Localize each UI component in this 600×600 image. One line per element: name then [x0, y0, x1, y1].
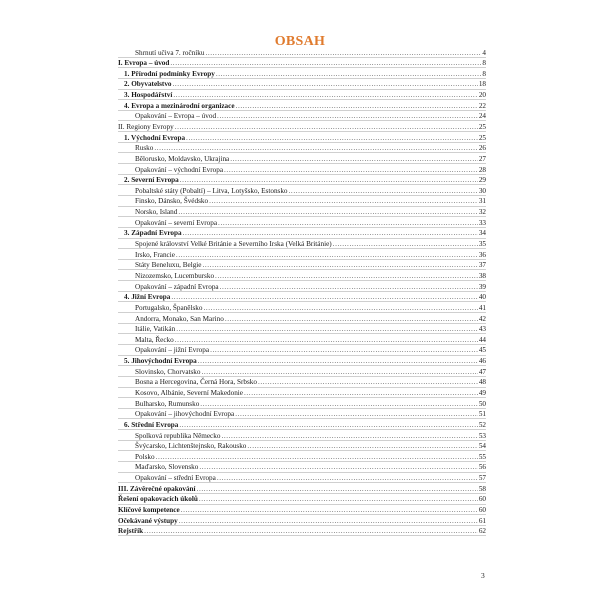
toc-leader-dots — [179, 421, 477, 429]
toc-entry-title: II. Regiony Evropy — [118, 122, 174, 131]
toc-entry — [118, 388, 486, 398]
toc-row — [118, 345, 486, 356]
toc-entry-title: Irsko, Francie — [135, 250, 175, 259]
toc-leader-dots — [171, 293, 477, 301]
toc-entry-title: Bulharsko, Rumunsko — [135, 399, 200, 408]
toc-entry — [118, 217, 486, 227]
toc-entry-title: Švýcarsko, Lichtenštejnsko, Rakousko — [135, 442, 247, 451]
toc-entry-page: 45 — [478, 346, 486, 355]
toc-entry — [118, 164, 486, 174]
toc-entry — [118, 260, 486, 270]
page-number: 3 — [481, 571, 485, 580]
toc-entry-page: 25 — [478, 122, 486, 131]
toc-row — [118, 515, 486, 526]
toc-entry-title: Nizozemsko, Lucembursko — [135, 271, 215, 280]
toc-row — [118, 334, 486, 345]
toc-entry-title: Malta, Řecko — [135, 335, 174, 344]
toc-entry-page: 55 — [478, 452, 486, 461]
toc-entry — [118, 419, 486, 429]
toc-entry-title: III. Závěrečné opakování — [118, 484, 196, 493]
toc-row — [118, 483, 486, 494]
toc-leader-dots — [173, 80, 478, 88]
toc-entry-title: Očekávané výstupy — [118, 516, 178, 525]
toc-entry — [118, 515, 486, 525]
toc-entry — [118, 281, 486, 291]
toc-entry-title: Polsko — [135, 452, 155, 461]
toc-row — [118, 239, 486, 250]
toc-leader-dots — [176, 325, 478, 333]
toc-row — [118, 175, 486, 186]
toc-leader-dots — [199, 495, 478, 503]
toc-entry — [118, 302, 486, 312]
toc-row — [118, 526, 486, 537]
toc-entry — [118, 441, 486, 451]
toc-leader-dots — [202, 261, 477, 269]
toc-entry-page: 43 — [478, 325, 486, 334]
toc-row — [118, 121, 486, 132]
toc-entry — [118, 430, 486, 440]
toc-entry-page: 58 — [478, 484, 486, 493]
toc-entry-page: 46 — [478, 357, 486, 366]
toc-row — [118, 451, 486, 462]
toc-entry — [118, 121, 486, 131]
toc-leader-dots — [200, 400, 478, 408]
toc-leader-dots — [199, 463, 477, 471]
toc-row — [118, 260, 486, 271]
toc-entry — [118, 377, 486, 387]
toc-leader-dots — [198, 357, 478, 365]
toc-entry — [118, 90, 486, 100]
toc-entry — [118, 366, 486, 376]
toc-leader-dots — [244, 389, 478, 397]
toc-entry-title: 3. Západní Evropa — [124, 229, 182, 238]
toc-leader-dots — [216, 70, 482, 78]
table-of-contents — [118, 47, 486, 536]
toc-entry-title: Opakování – západní Evropa — [135, 282, 219, 291]
page-title: OBSAH — [274, 34, 326, 49]
toc-leader-dots — [217, 474, 478, 482]
toc-leader-dots — [205, 49, 481, 57]
toc-entry — [118, 68, 486, 78]
toc-leader-dots — [203, 304, 477, 312]
toc-row — [118, 217, 486, 228]
toc-entry-title: 1. Východní Evropa — [124, 133, 186, 142]
toc-leader-dots — [178, 208, 477, 216]
toc-row — [118, 398, 486, 409]
toc-leader-dots — [202, 368, 478, 376]
toc-entry — [118, 451, 486, 461]
toc-leader-dots — [333, 240, 478, 248]
toc-row — [118, 100, 486, 111]
toc-entry-title: 5. Jihovýchodní Evropa — [124, 357, 197, 366]
toc-entry-page: 22 — [478, 101, 486, 110]
toc-entry-page: 33 — [478, 218, 486, 227]
toc-entry-page: 47 — [478, 367, 486, 376]
toc-entry-page: 24 — [478, 112, 486, 121]
toc-entry — [118, 292, 486, 302]
toc-entry-title: Kosovo, Albánie, Severní Makedonie — [135, 389, 243, 397]
toc-leader-dots — [247, 442, 477, 450]
toc-row — [118, 419, 486, 430]
toc-entry-title: Klíčové kompetence — [118, 506, 180, 515]
toc-entry-page: 53 — [478, 431, 486, 440]
toc-row — [118, 356, 486, 367]
toc-leader-dots — [224, 166, 478, 174]
toc-row — [118, 79, 486, 90]
toc-entry-page: 60 — [478, 506, 486, 515]
toc-leader-dots — [230, 155, 478, 163]
toc-entry-title: Bělorusko, Moldavsko, Ukrajina — [135, 154, 230, 163]
toc-entry-page: 36 — [478, 250, 486, 259]
toc-entry — [118, 505, 486, 515]
toc-entry-title: Spojené království Velké Británie a Severního Irska (Velká Británie) — [135, 240, 332, 249]
toc-entry-title: Opakování – jihovýchodní Evropa — [135, 410, 235, 419]
toc-leader-dots — [221, 432, 477, 440]
toc-entry-page: 50 — [478, 399, 486, 408]
toc-entry — [118, 143, 486, 153]
toc-entry — [118, 207, 486, 217]
toc-leader-dots — [258, 378, 478, 386]
toc-entry-page: 25 — [478, 133, 486, 142]
toc-row — [118, 313, 486, 324]
toc-leader-dots — [225, 315, 478, 323]
toc-leader-dots — [170, 59, 481, 67]
toc-leader-dots — [144, 527, 478, 535]
toc-entry — [118, 462, 486, 472]
toc-entry-page: 61 — [478, 516, 486, 525]
toc-leader-dots — [236, 102, 478, 110]
toc-entry-page: 51 — [478, 410, 486, 419]
toc-entry — [118, 494, 486, 504]
toc-entry-page: 44 — [478, 335, 486, 344]
toc-entry-title: Maďarsko, Slovensko — [135, 463, 199, 472]
toc-leader-dots — [180, 176, 478, 184]
toc-entry-title: Shrnutí učiva 7. ročníku — [135, 48, 205, 57]
toc-entry — [118, 473, 486, 483]
toc-entry-page: 41 — [478, 303, 486, 312]
toc-row — [118, 196, 486, 207]
toc-entry — [118, 185, 486, 195]
toc-leader-dots — [215, 272, 478, 280]
toc-entry-page: 8 — [482, 69, 486, 78]
toc-entry-title: 1. Přírodní podmínky Evropy — [124, 69, 215, 78]
toc-entry-title: 2. Severní Evropa — [124, 176, 179, 185]
toc-entry-page: 32 — [478, 208, 486, 217]
toc-entry-title: Řešení opakovacích úkolů — [118, 495, 198, 504]
toc-entry-title: Opakování – východní Evropa — [135, 165, 224, 174]
toc-entry-title: I. Evropa – úvod — [118, 59, 170, 68]
toc-entry — [118, 111, 486, 121]
toc-entry-page: 8 — [482, 59, 486, 68]
toc-entry-page: 57 — [478, 474, 486, 483]
toc-row — [118, 366, 486, 377]
toc-row — [118, 249, 486, 260]
toc-entry — [118, 249, 486, 259]
toc-entry-page: 37 — [478, 261, 486, 270]
toc-entry — [118, 239, 486, 249]
toc-entry-page: 39 — [478, 282, 486, 291]
toc-entry-title: 4. Evropa a mezinárodní organizace — [124, 101, 235, 110]
toc-entry-page: 40 — [478, 293, 486, 302]
toc-entry-page: 26 — [478, 144, 486, 153]
toc-entry-title: Opakování – střední Evropa — [135, 474, 216, 483]
toc-entry-title: Rejstřík — [118, 527, 144, 536]
toc-entry — [118, 526, 486, 536]
toc-entry-page: 54 — [478, 442, 486, 451]
toc-entry-page: 35 — [478, 240, 486, 249]
toc-leader-dots — [173, 91, 477, 99]
toc-row — [118, 430, 486, 441]
toc-leader-dots — [176, 251, 478, 259]
toc-leader-dots — [186, 134, 478, 142]
toc-leader-dots — [156, 453, 478, 461]
toc-leader-dots — [197, 485, 478, 493]
toc-entry-page: 18 — [478, 80, 486, 89]
toc-entry-page: 49 — [478, 389, 486, 397]
toc-entry-page: 60 — [478, 495, 486, 504]
toc-row — [118, 494, 486, 505]
toc-leader-dots — [154, 144, 477, 152]
toc-entry — [118, 58, 486, 68]
toc-entry-title: Itálie, Vatikán — [135, 325, 176, 334]
toc-row — [118, 302, 486, 313]
toc-entry-title: 3. Hospodářství — [124, 91, 173, 100]
toc-leader-dots — [217, 112, 478, 120]
toc-entry — [118, 345, 486, 355]
toc-entry-page: 42 — [478, 314, 486, 323]
toc-entry-title: Norsko, Island — [135, 208, 178, 217]
toc-leader-dots — [209, 197, 478, 205]
toc-row — [118, 505, 486, 516]
toc-row — [118, 292, 486, 303]
toc-row — [118, 111, 486, 122]
toc-entry-title: Rusko — [135, 144, 154, 153]
toc-entry — [118, 175, 486, 185]
toc-entry — [118, 334, 486, 344]
toc-row — [118, 228, 486, 239]
toc-entry-title: Bosna a Hercegovina, Černá Hora, Srbsko — [135, 378, 257, 387]
toc-entry-page: 29 — [478, 176, 486, 185]
toc-leader-dots — [210, 346, 478, 354]
toc-entry — [118, 79, 486, 89]
toc-leader-dots — [235, 410, 478, 418]
toc-row — [118, 68, 486, 79]
toc-entry-title: Pobaltské státy (Pobaltí) – Litva, Lotyšsko, Estonsko — [135, 186, 288, 195]
toc-row — [118, 185, 486, 196]
toc-entry-title: Opakování – jižní Evropa — [135, 346, 210, 355]
toc-entry-page: 38 — [478, 271, 486, 280]
toc-entry-title: Slovinsko, Chorvatsko — [135, 367, 201, 376]
toc-row — [118, 377, 486, 388]
toc-entry-title: Opakování – severní Evropa — [135, 218, 218, 227]
toc-entry-page: 4 — [482, 48, 486, 57]
toc-entry-title: Finsko, Dánsko, Švédsko — [135, 197, 209, 206]
toc-row — [118, 281, 486, 292]
toc-entry — [118, 313, 486, 323]
toc-entry-page: 28 — [478, 165, 486, 174]
toc-row — [118, 473, 486, 484]
toc-row — [118, 324, 486, 335]
toc-row — [118, 90, 486, 101]
toc-entry-page: 31 — [478, 197, 486, 206]
toc-entry — [118, 398, 486, 408]
toc-row — [118, 47, 486, 58]
toc-entry — [118, 270, 486, 280]
toc-row — [118, 58, 486, 69]
toc-entry — [118, 228, 486, 238]
toc-leader-dots — [175, 123, 478, 131]
toc-entry-title: Státy Beneluxu, Belgie — [135, 261, 202, 270]
toc-leader-dots — [183, 229, 478, 237]
toc-entry-page: 30 — [478, 186, 486, 195]
toc-row — [118, 462, 486, 473]
toc-entry-page: 20 — [478, 91, 486, 100]
toc-entry-page: 27 — [478, 154, 486, 163]
toc-entry-title: 4. Jižní Evropa — [124, 293, 171, 302]
toc-entry-title: 2. Obyvatelstvo — [124, 80, 172, 89]
toc-entry-title: Portugalsko, Španělsko — [135, 303, 203, 312]
toc-entry — [118, 100, 486, 110]
toc-leader-dots — [179, 517, 478, 525]
toc-entry-page: 56 — [478, 463, 486, 472]
toc-entry-title: Andorra, Monako, San Marino — [135, 314, 224, 323]
toc-row — [118, 132, 486, 143]
toc-entry — [118, 132, 486, 142]
toc-leader-dots — [181, 506, 478, 514]
toc-entry — [118, 196, 486, 206]
toc-leader-dots — [175, 336, 478, 344]
toc-row — [118, 270, 486, 281]
toc-row — [118, 441, 486, 452]
toc-row — [118, 388, 486, 399]
toc-row — [118, 153, 486, 164]
toc-entry — [118, 47, 486, 57]
toc-entry — [118, 409, 486, 419]
toc-entry-page: 62 — [478, 527, 486, 536]
toc-entry-page: 34 — [478, 229, 486, 238]
toc-entry — [118, 153, 486, 163]
toc-entry-page: 52 — [478, 420, 486, 429]
toc-leader-dots — [289, 187, 478, 195]
toc-entry — [118, 483, 486, 493]
toc-leader-dots — [218, 219, 478, 227]
toc-row — [118, 207, 486, 218]
toc-leader-dots — [220, 283, 478, 291]
toc-entry-title: Opakování – Evropa – úvod — [135, 112, 217, 121]
toc-entry — [118, 324, 486, 334]
toc-entry-title: 6. Střední Evropa — [124, 420, 179, 429]
toc-entry — [118, 356, 486, 366]
toc-entry-page: 48 — [478, 378, 486, 387]
toc-row — [118, 409, 486, 420]
toc-row — [118, 164, 486, 175]
toc-entry-title: Spolková republika Německo — [135, 431, 221, 440]
toc-row — [118, 143, 486, 154]
